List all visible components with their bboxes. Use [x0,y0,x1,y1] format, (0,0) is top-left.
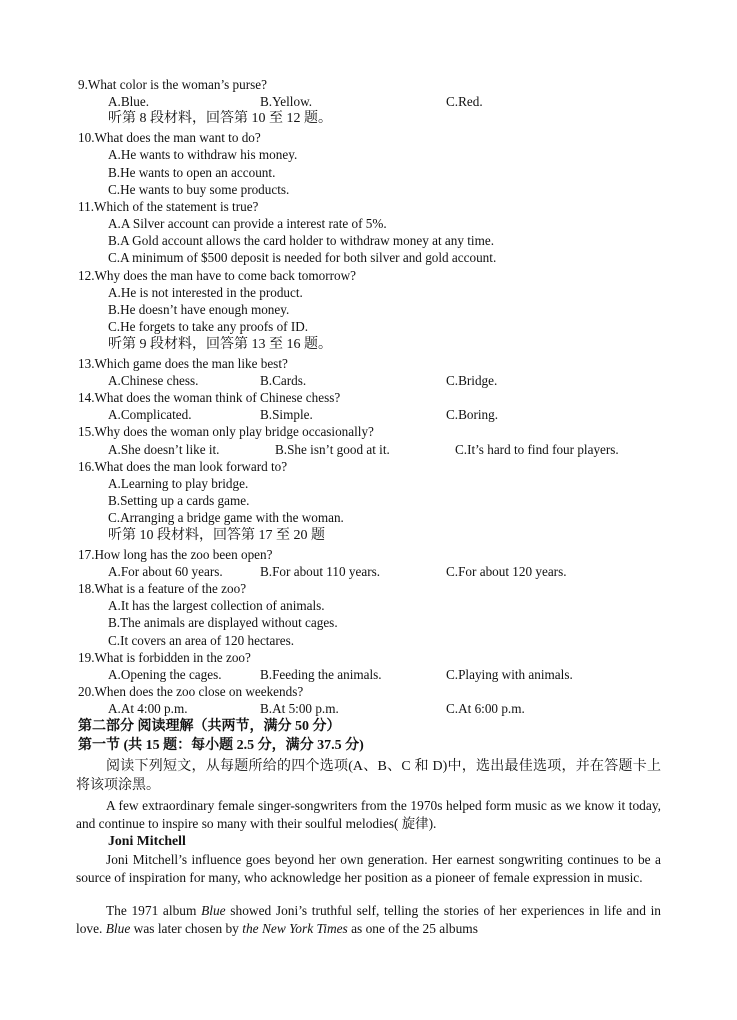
q15-option-b: B.She isn’t good at it. [275,442,390,457]
q13-option-a: A.Chinese chess. [108,373,199,388]
section-title-joni-mitchell: Joni Mitchell [108,833,186,848]
q12-option-a: A.He is not interested in the product. [108,285,303,300]
q19-option-b: B.Feeding the animals. [260,667,382,682]
p3-text-1: The 1971 album [106,903,202,918]
q10-option-c: C.He wants to buy some products. [108,182,290,197]
paragraph-joni-influence: Joni Mitchell’s influence goes beyond her own generation. Her earnest songwriting continues to be a source of inspiration for many, who acknowledge her position as a pioneer of female expression in music. [76,852,661,885]
section-one-heading: 第一节 (共 15 题：每小题 2.5 分，满分 37.5 分) [78,738,364,753]
q14-option-b: B.Simple. [260,407,313,422]
p3-text-2: showed Joni’s truthful self, telling the stories of her experiences in life and in love. [76,903,661,936]
q9-option-b: B.Yellow. [260,94,313,109]
q14-option-c: C.Boring. [446,407,499,422]
reading-instruction: 阅读下列短文，从每题所给的四个选项(A、B、C 和 D)中，选出最佳选项，并在答题卡上将该项涂黑。 [76,759,661,793]
album-title-blue-2: Blue [105,920,131,936]
q19-option-a: A.Opening the cages. [108,667,222,682]
question-16: 16.What does the man look forward to? [78,459,288,474]
listening-instruction-8: 听第 8 段材料，回答第 10 至 12 题。 [108,111,332,126]
q9-option-a: A.Blue. [108,94,150,109]
q17-option-a: A.For about 60 years. [108,564,223,579]
p3-text-3: was later chosen by [130,920,243,936]
q20-option-a: A.At 4:00 p.m. [108,701,188,716]
q17-option-c: C.For about 120 years. [446,564,567,579]
q10-option-b: B.He wants to open an account. [108,165,276,180]
publication-nyt: the New York Times [242,920,348,936]
paragraph-intro: A few extraordinary female singer-songwriters from the 1970s helped form music as we know it today, and continue to inspire so many with their soulful melodies( 旋律). [76,798,661,831]
question-15: 15.Why does the woman only play bridge occasionally? [78,424,374,439]
q18-option-a: A.It has the largest collection of animals. [108,598,325,613]
q14-option-a: A.Complicated. [108,407,192,422]
q12-option-c: C.He forgets to take any proofs of ID. [108,319,309,334]
question-14: 14.What does the woman think of Chinese chess? [78,390,341,405]
q13-option-c: C.Bridge. [446,373,498,388]
q15-option-c: C.It’s hard to find four players. [455,442,619,457]
q16-option-b: B.Setting up a cards game. [108,493,250,508]
q18-option-c: C.It covers an area of 120 hectares. [108,633,295,648]
album-title-blue: Blue [201,903,226,918]
question-10: 10.What does the man want to do? [78,130,261,145]
q11-option-c: C.A minimum of $500 deposit is needed for both silver and gold account. [108,250,497,265]
question-9: 9.What color is the woman’s purse? [78,77,267,92]
q13-option-b: B.Cards. [260,373,307,388]
q18-option-b: B.The animals are displayed without cages. [108,615,338,630]
question-12: 12.Why does the man have to come back tomorrow? [78,268,356,283]
p3-text-4: as one of the 25 albums [347,920,478,936]
q19-option-c: C.Playing with animals. [446,667,573,682]
question-11: 11.Which of the statement is true? [78,199,259,214]
question-19: 19.What is forbidden in the zoo? [78,650,251,665]
listening-instruction-9: 听第 9 段材料，回答第 13 至 16 题。 [108,337,332,352]
question-13: 13.Which game does the man like best? [78,356,288,371]
q15-option-a: A.She doesn’t like it. [108,442,220,457]
q12-option-b: B.He doesn’t have enough money. [108,302,290,317]
q11-option-b: B.A Gold account allows the card holder to withdraw money at any time. [108,233,495,248]
q9-option-c: C.Red. [446,94,483,109]
q16-option-c: C.Arranging a bridge game with the woman. [108,510,344,525]
question-18: 18.What is a feature of the zoo? [78,581,247,596]
q10-option-a: A.He wants to withdraw his money. [108,147,298,162]
q17-option-b: B.For about 110 years. [260,564,381,579]
question-20: 20.When does the zoo close on weekends? [78,684,304,699]
q20-option-c: C.At 6:00 p.m. [446,701,525,716]
question-17: 17.How long has the zoo been open? [78,547,273,562]
q16-option-a: A.Learning to play bridge. [108,476,249,491]
q11-option-a: A.A Silver account can provide a interest rate of 5%. [108,216,387,231]
paragraph-blue-album [76,902,661,937]
listening-instruction-10: 听第 10 段材料，回答第 17 至 20 题 [108,528,325,543]
part-two-heading: 第二部分 阅读理解（共两节，满分 50 分） [78,719,341,734]
q20-option-b: B.At 5:00 p.m. [260,701,339,716]
